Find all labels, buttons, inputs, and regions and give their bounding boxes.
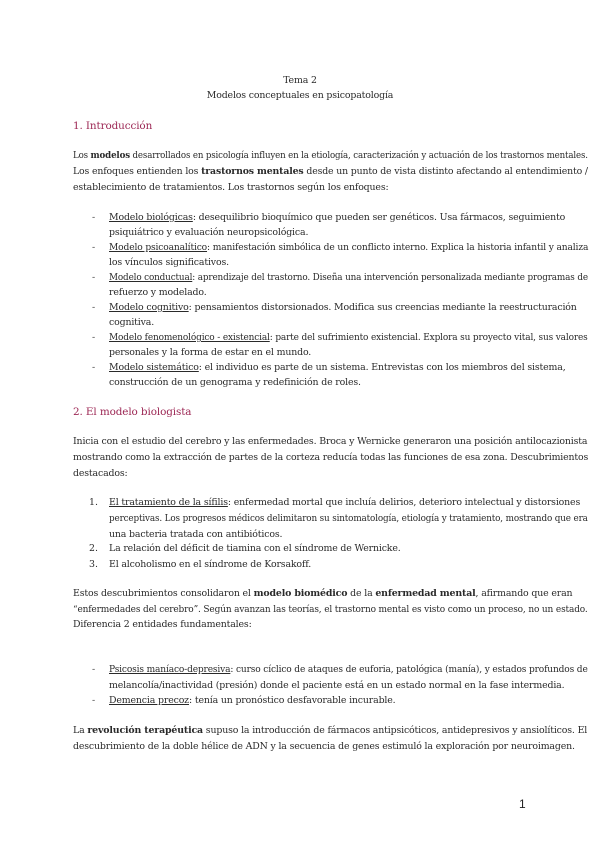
- document-topic: Tema 2: [283, 75, 317, 86]
- paragraph-line: Diferencia 2 entidades fundamentales:: [73, 619, 252, 630]
- paragraph-line: Inicia con el estudio del cerebro y las enfermedades. Broca y Wernicke generaron una posición antilocazionista: [73, 436, 588, 447]
- intro-line-3: establecimiento de tratamientos. Los trastornos según los enfoques:: [73, 182, 389, 193]
- document-subtitle: Modelos conceptuales en psicopatología: [206, 90, 394, 101]
- section-2-heading: 2. El modelo biologista: [73, 406, 192, 418]
- document-page: Tema 2 Modelos conceptuales en psicopatología 1. Introducción Los modelos desarrollados en psicología influyen en la etiología, caracterización y actuación de los trastornos mentales. Los enfoques entienden los trastornos mentales desde un punto de vista distinto afectando al entendimiento / establecimiento de tratamientos. Los trastornos según los enfoques: - Modelo biológicas: desequilibrio bioquímico que pueden ser genéticos. Usa fármacos, seguimiento psiquiátrico y evaluación neuropsicológica. - Modelo psicoanalítico: manifestación simbólica de un conflicto interno. Explica la historia infantil y analiza los vínculos significativos. - Modelo conductual: aprendizaje del trastorno. Diseña una intervención personalizada mediante programas de refuerzo y modelado. - Modelo cognitivo: pensamientos distorsionados. Modifica sus creencias mediante la reestructuración cognitiva. - Modelo fenomenológico - existencial: parte del sufrimiento existencial. Explora su proyecto vital, sus valores personales y la forma de estar en el mundo. - Modelo sistemático: el individuo es parte de un sistema. Entrevistas con los miembros del sistema, construcción de un genograma y redefinición de roles. 2. El modelo biologista Inicia con el estudio del cerebro y las enfermedades. Broca y Wernicke generaron una posición antilocazionista mostrando como la extracción de partes de la corteza reducía todas las funciones de esa zona. Descubrimientos destacados: 1. El tratamiento de la sífilis: enfermedad mortal que incluía delirios, deterioro intelectual y distorsiones perceptivas. Los progresos médicos delimitaron su sintomatología, etiología y tratamiento, mostrando que era una bacteria tratada con antibióticos. 2. La relación del déficit de tiamina con el síndrome de Wernicke. 3. El alcoholismo en el síndrome de Korsakoff. Estos descubrimientos consolidaron el modelo biomédico de la enfermedad mental, afirmando que eran “enfermedades del cerebro”. Según avanzan las teorías, el trastorno mental es visto como un proceso, no un estado. Diferencia 2 entidades fundamentales: - Psicosis maníaco-depresiva: curso cíclico de ataques de euforia, patológica (manía), y estados profundos de melancolía/inactividad (presión) donde el paciente está en un estado normal en la fase intermedia. - Demencia precoz: tenía un pronóstico desfavorable incurable. La revolución terapéutica supuso la introducción de fármacos antipsicóticos, antidepresivos y ansiolíticos. El descubrimiento de la doble hélice de ADN y la secuencia de genes estimuló la exploración por neuroimagen. 1: [0, 0, 600, 848]
- page-number: 1: [519, 797, 526, 811]
- paragraph-line: Estos descubrimientos consolidaron el modelo biomédico de la enfermedad mental, afirmando que eran: [73, 588, 573, 599]
- paragraph-line: “enfermedades del cerebro”. Según avanzan las teorías, el trastorno mental es visto como un proceso, no un estado.: [73, 604, 588, 615]
- paragraph-line: La revolución terapéutica supuso la introducción de fármacos antipsicóticos, antidepresivos y ansiolíticos. El: [73, 725, 588, 736]
- intro-line-1: Los modelos desarrollados en psicología influyen en la etiología, caracterización y actuación de los trastornos mentales.: [73, 150, 588, 161]
- paragraph-line: descubrimiento de la doble hélice de ADN y la secuencia de genes estimuló la exploración por neuroimagen.: [73, 741, 575, 752]
- section-1-heading: 1. Introducción: [73, 120, 153, 132]
- paragraph-line: destacados:: [73, 468, 128, 479]
- paragraph-line: mostrando como la extracción de partes de la corteza reducía todas las funciones de esa zona. Descubrimientos: [73, 452, 589, 463]
- intro-line-2: Los enfoques entienden los trastornos mentales desde un punto de vista distinto afectando al entendimiento /: [73, 166, 588, 177]
